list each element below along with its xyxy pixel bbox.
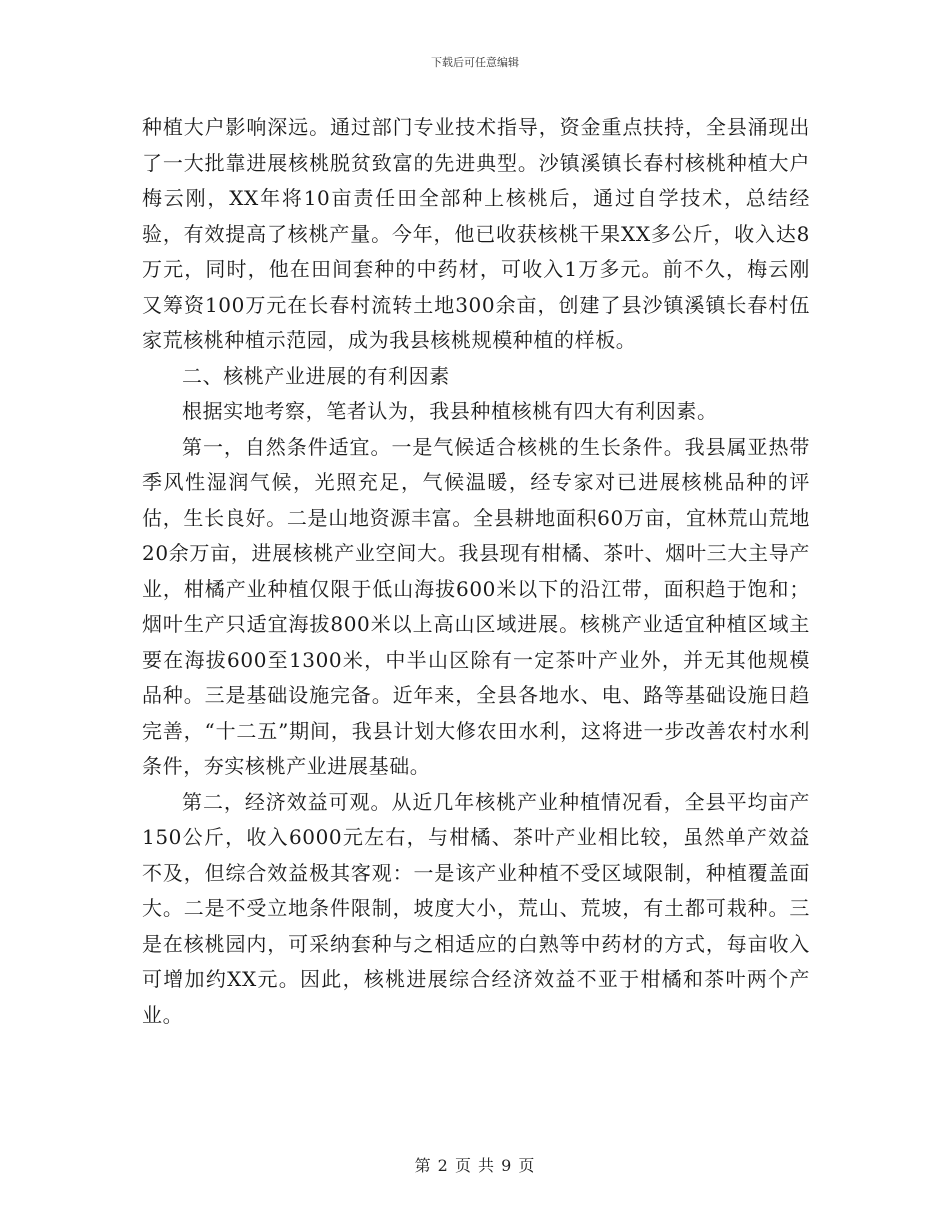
header-note: 下载后可任意编辑: [431, 56, 519, 69]
paragraph-factor-two: 第二，经济效益可观。从近几年核桃产业种植情况看，全县平均亩产150公斤，收入6000元左右，与柑橘、茶叶产业相比较，虽然单产效益不及，但综合效益极其客观：一是该产业种植不受区域限制，种植覆盖面大。二是不受立地条件限制，坡度大小，荒山、荒坡，有土都可栽种。三是在核桃园内，可采纳套种与之相适应的白熟等中药材的方式，每亩收入可增加约XX元。因此，核桃进展综合经济效益不亚于柑橘和茶叶两个产业。: [142, 789, 810, 1027]
page-header: [0, 54, 950, 70]
paragraph-intro: 根据实地考察，笔者认为，我县种植核桃有四大有利因素。: [182, 399, 718, 423]
page-number: 第 2 页 共 9 页: [414, 1156, 536, 1175]
page-footer: [0, 1153, 950, 1176]
document-body: [142, 110, 810, 1033]
section-heading: 二、核桃产业进展的有利因素: [182, 363, 450, 388]
paragraph-factor-one: 第一，自然条件适宜。一是气候适合核桃的生长条件。我县属亚热带季风性湿润气候，光照充足，气候温暖，经专家对已进展核桃品种的评估，生长良好。二是山地资源丰富。全县耕地面积60万亩，宜林荒山荒地20余万亩，进展核桃产业空间大。我县现有柑橘、茶叶、烟叶三大主导产业，柑橘产业种植仅限于低山海拔600米以下的沿江带，面积趋于饱和；烟叶生产只适宜海拔800米以上高山区域进展。核桃产业适宜种植区域主要在海拔600至1300米，中半山区除有一定茶叶产业外，并无其他规模品种。三是基础设施完备。近年来，全县各地水、电、路等基础设施日趋完善，“十二五”期间，我县计划大修农田水利，这将进一步改善农村水利条件，夯实核桃产业进展基础。: [142, 434, 810, 778]
paragraph-continued: 种植大户影响深远。通过部门专业技术指导，资金重点扶持，全县涌现出了一大批靠进展核桃脱贫致富的先进典型。沙镇溪镇长春村核桃种植大户梅云刚，XX年将10亩责任田全部种上核桃后，通过自学技术，总结经验，有效提高了核桃产量。今年，他已收获核桃干果XX多公斤，收入达8万元，同时，他在田间套种的中药材，可收入1万多元。前不久，梅云刚又筹资100万元在长春村流转土地300余亩，创建了县沙镇溪镇长春村伍家荒核桃种植示范园，成为我县核桃规模种植的样板。: [142, 115, 810, 352]
